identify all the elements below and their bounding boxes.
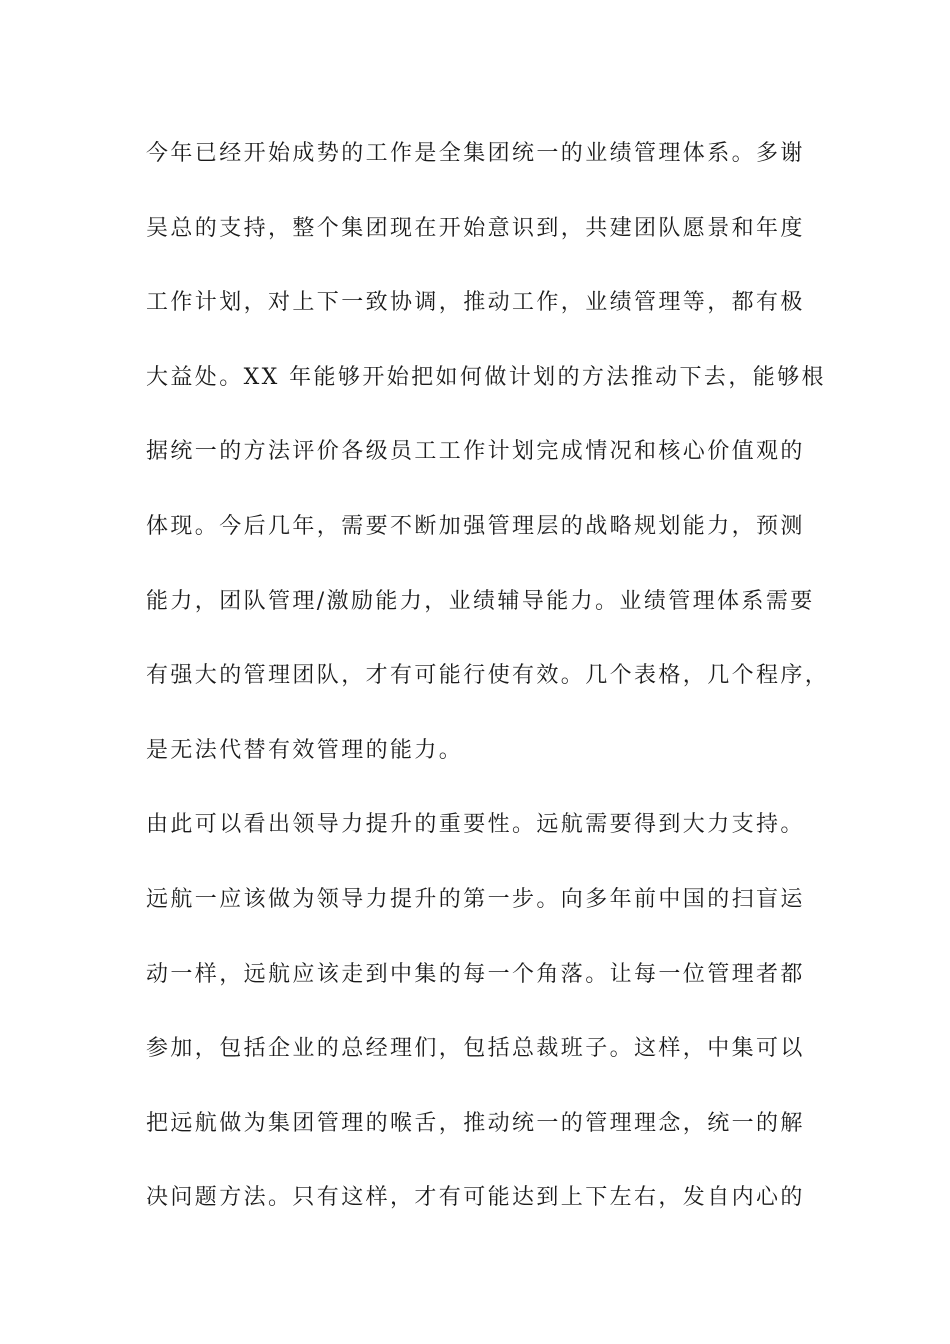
text-line: 今年已经开始成势的工作是全集团统一的业绩管理体系。多谢 <box>146 141 805 166</box>
text-line: 决问题方法。只有这样，才有可能达到上下左右，发自内心的 <box>146 1185 805 1211</box>
text-line: 远航一应该做为领导力提升的第一步。向多年前中国的扫盲运 <box>146 886 805 912</box>
text-line: 吴总的支持，整个集团现在开始意识到，共建团队愿景和年度 <box>146 215 805 241</box>
text-line: 大益处。XX 年能够开始把如何做计划的方法推动下去，能够根 <box>146 364 826 390</box>
text-line: 把远航做为集团管理的喉舌，推动统一的管理理念，统一的解 <box>146 1110 805 1136</box>
text-line: 工作计划，对上下一致协调，推动工作，业绩管理等，都有极 <box>146 290 805 316</box>
text-line: 据统一的方法评价各级员工工作计划完成情况和核心价值观的 <box>146 439 805 465</box>
text-line: 有强大的管理团队，才有可能行使有效。几个表格，几个程序， <box>146 663 830 689</box>
body-text <box>146 132 830 1251</box>
text-line: 能力，团队管理/激励能力，业绩辅导能力。业绩管理体系需要 <box>146 588 815 614</box>
text-line: 由此可以看出领导力提升的重要性。远航需要得到大力支持。 <box>146 812 805 838</box>
text-line: 体现。今后几年，需要不断加强管理层的战略规划能力，预测 <box>146 513 805 539</box>
text-line: 动一样，远航应该走到中集的每一个角落。让每一位管理者都 <box>146 961 805 987</box>
text-line: 参加，包括企业的总经理们，包括总裁班子。这样，中集可以 <box>146 1036 805 1062</box>
text-line: 是无法代替有效管理的能力。 <box>146 737 464 763</box>
